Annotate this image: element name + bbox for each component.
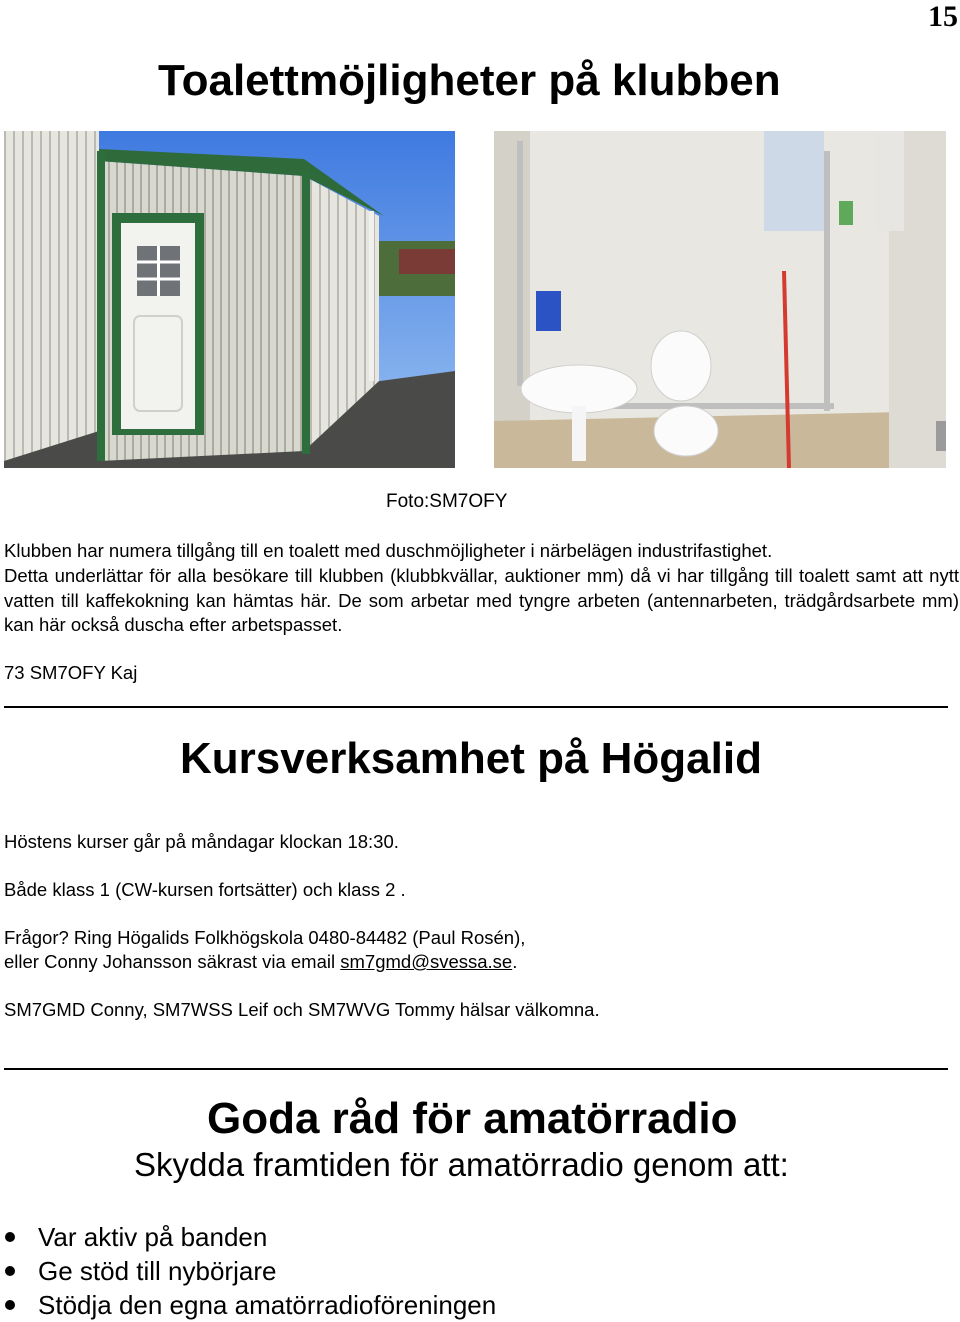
list-item: Ge stöd till nybörjare xyxy=(0,1254,496,1288)
course-questions: Frågor? Ring Högalids Folkhögskola 0480-84482 (Paul Rosén), xyxy=(4,927,526,948)
course-classes: Både klass 1 (CW-kursen fortsätter) och klass 2 . xyxy=(4,879,406,900)
toilet-paragraph: Detta underlättar för alla besökare till klubben (klubbkvällar, auktioner mm) då vi har tillgång till toalett samt att nytt vatten till kaffekokning kan hämtas här. De som arbetar med tyngre arbeten (antennarbeten, trädgårdsarbete mm) kan här också duscha efter arbetspasset. xyxy=(4,565,959,635)
bullet-icon xyxy=(5,1300,15,1310)
list-item: Var aktiv på banden xyxy=(0,1220,496,1254)
email-link[interactable]: sm7gmd@svessa.se xyxy=(340,951,513,972)
building-exterior-photo xyxy=(4,131,455,468)
bullet-icon xyxy=(5,1266,15,1276)
advice-list xyxy=(0,1220,496,1322)
photo-caption: Foto:SM7OFY xyxy=(386,491,508,512)
section-title-toilet: Toalettmöjligheter på klubben xyxy=(158,56,781,105)
bathroom-interior-photo xyxy=(494,131,946,468)
contact-prefix: eller Conny Johansson säkrast via email xyxy=(4,951,341,972)
divider xyxy=(4,706,948,708)
list-item: Stödja den egna amatörradioföreningen xyxy=(0,1288,496,1322)
intro-line: Klubben har numera tillgång till en toalett med duschmöjligheter i närbelägen industrifastighet. xyxy=(4,540,773,561)
divider xyxy=(4,1068,948,1070)
section-title-courses: Kursverksamhet på Högalid xyxy=(180,734,762,783)
course-schedule: Höstens kurser går på måndagar klockan 18:30. xyxy=(4,831,399,852)
course-contact xyxy=(4,950,959,975)
section-title-advice: Goda råd för amatörradio xyxy=(207,1094,738,1143)
contact-suffix: . xyxy=(512,951,518,972)
page-number: 15 xyxy=(928,0,958,33)
signature: 73 SM7OFY Kaj xyxy=(4,662,138,683)
advice-subtitle: Skydda framtiden för amatörradio genom att: xyxy=(134,1146,789,1183)
course-greeting: SM7GMD Conny, SM7WSS Leif och SM7WVG Tommy hälsar välkomna. xyxy=(4,999,600,1020)
bullet-icon xyxy=(5,1232,15,1242)
